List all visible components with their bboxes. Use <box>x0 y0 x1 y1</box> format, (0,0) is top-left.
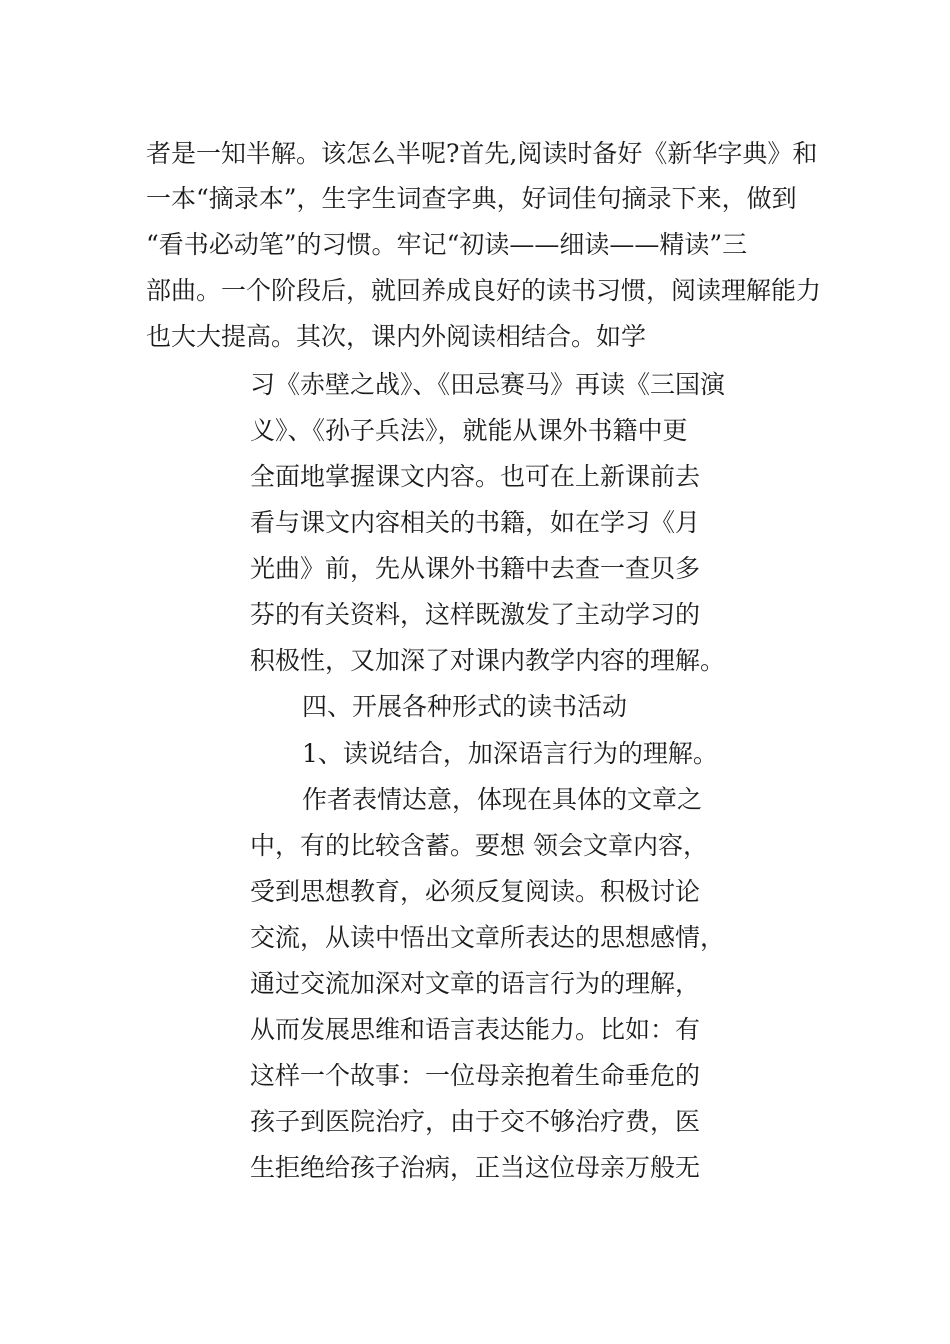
text-line: 通过交流加深对文章的语言行为的理解， <box>250 969 701 998</box>
section-heading: 四、开展各种形式的读书活动 <box>302 692 628 721</box>
text-line: 看与课文内容相关的书籍，如在学习《月 <box>250 508 701 537</box>
text-line: 也大大提高。其次，课内外阅读相结合。如学 <box>146 322 647 351</box>
text-line: 全面地掌握课文内容。也可在上新课前去 <box>250 462 701 491</box>
text-line: 者是一知半解。该怎么半呢?首先,阅读时备好《新华字典》和 <box>146 139 818 168</box>
text-line: 光曲》前，先从课外书籍中去查一查贝多 <box>250 554 701 583</box>
text-line: 芬的有关资料，这样既激发了主动学习的 <box>250 600 701 629</box>
text-line: 义》、《孙子兵法》，就能从课外书籍中更 <box>250 416 688 445</box>
text-line: 一本“摘录本”，生字生词查字典，好词佳句摘录下来，做到 <box>146 184 797 213</box>
text-line: 部曲。一个阶段后，就回养成良好的读书习惯，阅读理解能力 <box>146 276 822 305</box>
text-line: 孩子到医院治疗，由于交不够治疗费，医 <box>250 1107 701 1136</box>
text-line: 作者表情达意，体现在具体的文章之 <box>302 785 703 814</box>
text-line: 从而发展思维和语言表达能力。比如：有 <box>250 1015 701 1044</box>
text-line: 习《赤壁之战》、《田忌赛马》再读《三国演 <box>250 370 726 399</box>
text-line: 中，有的比较含蓄。要想 领会文章内容， <box>250 831 708 860</box>
text-line: 交流，从读中悟出文章所表达的思想感情， <box>250 923 726 952</box>
text-line: 生拒绝给孩子治病，正当这位母亲万般无 <box>250 1153 701 1182</box>
text-line: 受到思想教育，必须反复阅读。积极讨论 <box>250 877 701 906</box>
text-line: 这样一个故事：一位母亲抱着生命垂危的 <box>250 1061 701 1090</box>
section-subheading: 1、读说结合，加深语言行为的理解。 <box>302 739 718 768</box>
text-line: “看书必动笔”的习惯。牢记“初读——细读——精读”三 <box>146 230 748 259</box>
text-line: 积极性，又加深了对课内教学内容的理解。 <box>250 646 726 675</box>
